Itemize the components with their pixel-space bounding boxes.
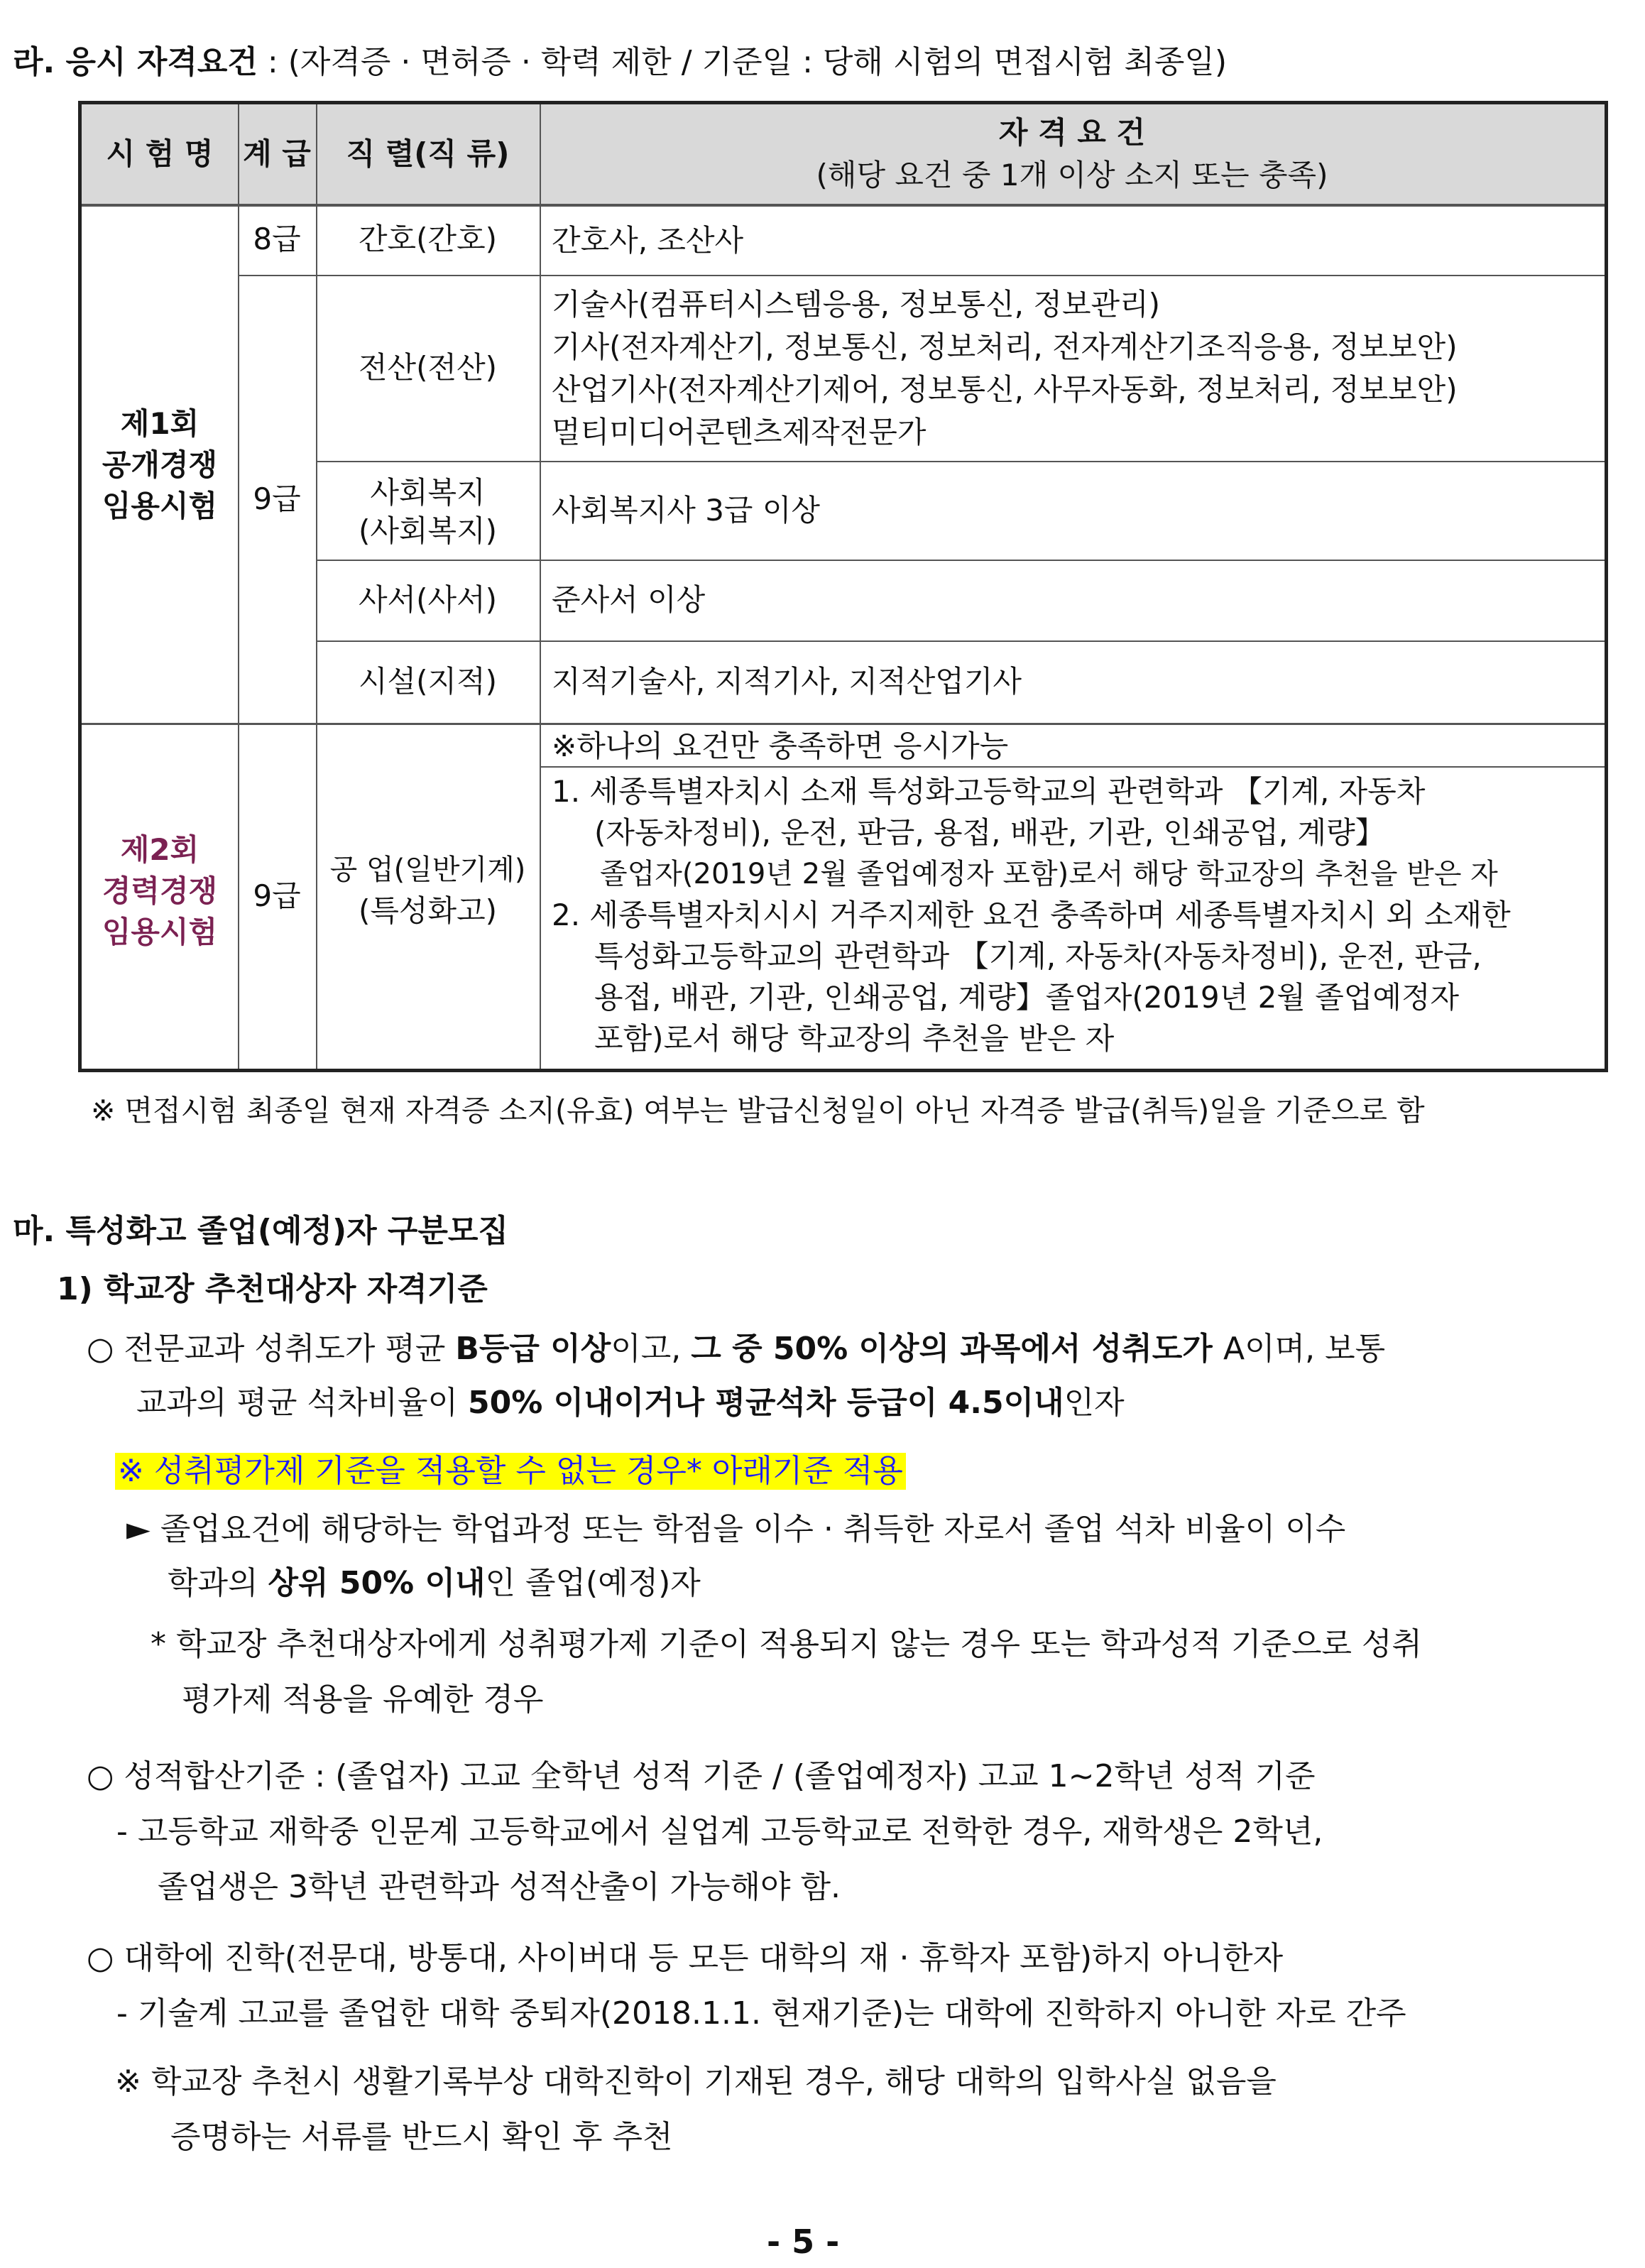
computing-job: 전산(전산): [358, 350, 498, 385]
cadastral-job: 시설(지적): [358, 664, 498, 699]
exam2-name-line2: 경력경쟁: [102, 873, 218, 908]
header-requirements-sub: (해당 요건 중 1개 이상 소지 또는 충족): [816, 158, 1328, 192]
librarian-job: 사서(사서): [358, 582, 498, 617]
section-ra-title: [13, 44, 1227, 81]
computing-req3: 산업기사(전자계산기제어, 정보통신, 사무자동화, 정보처리, 정보보안): [552, 372, 1458, 407]
row-divider: [316, 461, 1605, 462]
exam2-req2-line1: 2. 세종특별자치시시 거주지제한 요건 충족하며 세종특별자치시 외 소재한: [552, 898, 1511, 932]
page-number: - 5 -: [767, 2223, 840, 2261]
arrow-l2-b: 상위 50% 이내: [268, 1565, 486, 1601]
header-grade: 계 급: [243, 136, 311, 171]
table-footnote: ※ 면접시험 최종일 현재 자격증 소지(유효) 여부는 발급신청일이 아닌 자격증 발급(취득)일을 기준으로 함: [91, 1094, 1425, 1128]
arrow-item-line2: [168, 1565, 701, 1602]
section-ma-title: 마. 특성화고 졸업(예정)자 구분모집: [13, 1213, 508, 1249]
exam2-req-note: ※하나의 요건만 충족하면 응시가능: [552, 729, 1009, 763]
section-ma-sub1: 1) 학교장 추천대상자 자격기준: [57, 1271, 488, 1307]
exam2-req1-line2: (자동차정비), 운전, 판금, 용접, 배관, 기관, 인쇄공업, 계량】: [594, 815, 1385, 850]
nursing-job: 간호(간호): [358, 222, 498, 256]
nursing-req: 간호사, 조산사: [552, 223, 744, 258]
criteria-p1-l2-a: 교과의 평균 석차비율이: [136, 1385, 468, 1421]
welfare-req: 사회복지사 3급 이상: [552, 493, 820, 528]
grade9-cell: 9급: [253, 481, 301, 516]
criteria-p1-c: 이고,: [611, 1331, 692, 1367]
header-job-series: 직 렬(직 류): [346, 136, 510, 171]
exam1-name-line1: 제1회: [120, 406, 200, 441]
criteria-p1-d: 그 중 50% 이상의 과목에서 성취도가: [691, 1331, 1224, 1367]
criteria-p3: ○ 대학에 진학(전문대, 방통대, 사이버대 등 모든 대학의 재 · 휴학자 포함)하지 아니한자: [87, 1940, 1284, 1976]
exam2-req2-line3: 용접, 배관, 기관, 인쇄공업, 계량】졸업자(2019년 2월 졸업예정자: [594, 980, 1460, 1015]
exam2-grade: 9급: [253, 878, 301, 913]
exam1-name-line3: 임용시험: [102, 489, 218, 523]
exam2-req2-line4: 포함)로서 해당 학교장의 추천을 받은 자: [594, 1021, 1115, 1056]
highlight-note: ※ 성취평가제 기준을 적용할 수 없는 경우* 아래기준 적용: [115, 1453, 906, 1490]
exam1-name-line2: 공개경쟁: [102, 447, 218, 482]
criteria-p1-b: B등급 이상: [455, 1331, 611, 1367]
criteria-p1-a: ○ 전문교과 성취도가 평균: [87, 1331, 456, 1367]
criteria-p1-l2-c: 인자: [1064, 1385, 1125, 1421]
criteria-p3-dash: - 기술계 고교를 졸업한 대학 중퇴자(2018.1.1. 현재기준)는 대학에 진학하지 아니한 자로 간주: [116, 1995, 1406, 2032]
arrow-l2-c: 인 졸업(예정)자: [485, 1565, 701, 1601]
exam2-name-line1: 제2회: [120, 832, 200, 867]
qualification-table: [78, 101, 1608, 1072]
librarian-req: 준사서 이상: [552, 582, 706, 617]
computing-req4: 멀티미디어콘텐츠제작전문가: [552, 415, 927, 449]
star-note-line1: * 학교장 추천대상자에게 성취평가제 기준이 적용되지 않는 경우 또는 학과성적 기준으로 성취: [151, 1626, 1422, 1662]
criteria-p1-e: A이며, 보통: [1223, 1331, 1386, 1367]
header-requirements: 자 격 요 건: [998, 115, 1146, 150]
arrow-item-line1: ► 졸업요건에 해당하는 학업과정 또는 학점을 이수 · 취득한 자로서 졸업 석차 비율이 이수: [126, 1511, 1346, 1547]
exam2-name-line3: 임용시험: [102, 915, 218, 949]
col-divider: [540, 104, 541, 1069]
welfare-job-line1: 사회복지: [370, 475, 486, 510]
exam2-req1-line1: 1. 세종특별자치시 소재 특성화고등학교의 관련학과 【기계, 자동차: [552, 774, 1426, 809]
star-note-line2: 평가제 적용을 유예한 경우: [182, 1681, 544, 1718]
cadastral-req: 지적기술사, 지적기사, 지적산업기사: [552, 664, 1022, 699]
criteria-p2-dash-line1: - 고등학교 재학중 인문계 고등학교에서 실업계 고등학교로 전학한 경우, 재학생은 2학년,: [116, 1814, 1323, 1850]
criteria-p1-line1: [87, 1331, 1385, 1368]
final-note-line1: ※ 학교장 추천시 생활기록부상 대학진학이 기재된 경우, 해당 대학의 입학사실 없음을: [115, 2063, 1277, 2100]
exam2-req2-line2: 특성화고등학교의 관련학과 【기계, 자동차(자동차정비), 운전, 판금,: [594, 939, 1482, 974]
criteria-p2: ○ 성적합산기준 : (졸업자) 고교 全학년 성적 기준 / (졸업예정자) 고교 1~2학년 성적 기준: [87, 1758, 1316, 1794]
criteria-p2-dash-line2: 졸업생은 3학년 관련학과 성적산출이 가능해야 함.: [158, 1869, 841, 1905]
header-exam-name: 시 험 명: [106, 136, 214, 171]
criteria-p1-l2-b: 50% 이내이거나 평균석차 등급이 4.5이내: [468, 1385, 1064, 1421]
nursing-grade: 8급: [253, 222, 301, 256]
exam2-job-line2: (특성화고): [358, 893, 498, 928]
computing-req2: 기사(전자계산기, 정보통신, 정보처리, 전자계산기조직응용, 정보보안): [552, 329, 1458, 364]
section-ra-title-rest: : (자격증 · 면허증 · 학력 제한 / 기준일 : 당해 시험의 면접시험 최종일): [257, 44, 1228, 80]
exam2-job-line1: 공 업(일반기계): [329, 854, 526, 886]
section-ra-title-bold: 라. 응시 자격요건: [13, 44, 258, 80]
criteria-p1-line2: [136, 1385, 1125, 1422]
note-divider: [540, 766, 1605, 768]
exam2-req1-line3: 졸업자(2019년 2월 졸업예정자 포함)로서 해당 학교장의 추천을 받은 자: [600, 858, 1498, 890]
welfare-job-line2: (사회복지): [358, 513, 498, 548]
arrow-l2-a: 학과의: [168, 1565, 268, 1601]
final-note-line2: 증명하는 서류를 반드시 확인 후 추천: [170, 2119, 673, 2155]
computing-req1: 기술사(컴퓨터시스템응용, 정보통신, 정보관리): [552, 287, 1161, 322]
